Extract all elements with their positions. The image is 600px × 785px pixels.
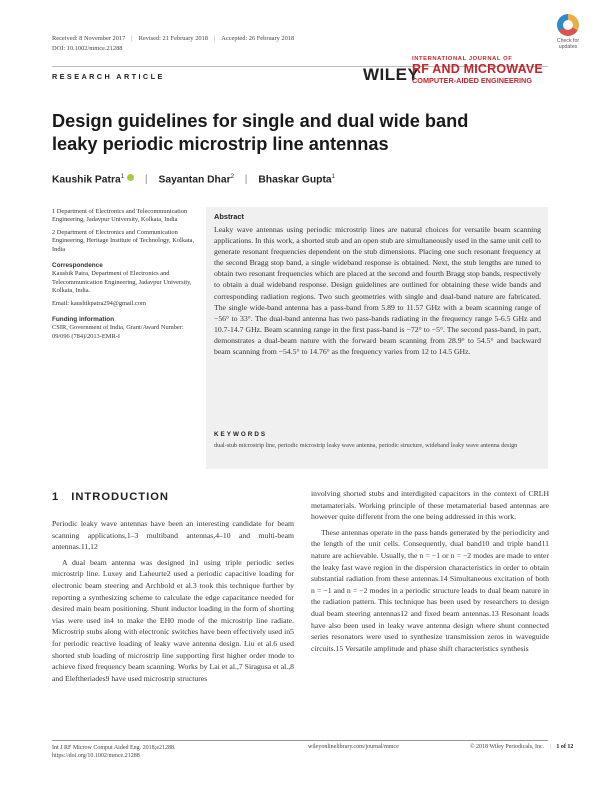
abstract-text: Leaky wave antennas using periodic microstrip lines are natural choices for versatile beam scanning applications. In this work, a shorted stub and an open stub are simultaneously used in the same unit cell to generate resonant frequencies dependent on the stub dimensions. Placing one such resonant frequency at the second Bragg stop band, a single wideband response is obtained. Next, the stub lengths are tuned to obtain two resonant frequencies which are placed at the second and fourth Bragg stop bands, respectively to obtain a dual wideband response. Design guidelines are outlined for obtaining these wide bands and corresponding radiation regions. Two such geometries with single and dual-band nature are fabricated. The single wide-band antenna has a pass-band from 5.89 to 11.57 GHz with a beam scanning range of −56° to 33°. The dual-band antenna has two pass-bands radiating in the frequency range 5-6.5 GHz and 10.7-14.7 GHz. Beam scanning range in the first pass-band is −72° to −5°. The second pass-band, in part, demonstrates a dual-beam nature with the forward beam scanning from 28.9° to 54.5° and backward beam scanning from −54.5° to 14.76° as the frequency varies from 12 to 14.5 GHz.: [214, 225, 541, 357]
footer-citation: [52, 744, 176, 760]
check-updates-label: Check for updates: [556, 38, 580, 50]
paragraph: A dual beam antenna was designed in1 using triple periodic series microstrip line. Luxey and Laheurte2 used a periodic capacitive loading for electronic beam steering and Archbold et al.3 took this technique further by reporting a synthesizing scheme to calculate the edge capacitance needed for desired main beam positioning. Shunt inductor loading in the form of shorting vias were used in4 to make the EH0 mode of the microstrip line radiate. Microstrip stubs along with electronic switches have been effectively used in5 for periodic reactive loading of leaky wave antenna design. Liu et al.6 used shorted stub loading of microstrip line supporting first higher order mode to achieve fixed frequency beam scanning. Works by Lai et al.,7 Siragusa et al.,8 and Eleftheriades9 have used microstrip structures: [52, 557, 294, 683]
section-number: 1: [52, 491, 60, 503]
body-column-left: [52, 518, 294, 688]
doi[interactable]: DOI: 10.1002/mmce.21288: [52, 45, 123, 52]
footer-divider: [52, 740, 548, 741]
article-dates: Received: 8 November 2017 | Revised: 21 February 2018 | Accepted: 26 February 2018: [52, 35, 295, 42]
page-number: 1 of 12: [556, 744, 574, 750]
funding-heading: Funding information: [52, 316, 115, 324]
affiliation-marker: 1: [331, 174, 335, 180]
author-name[interactable]: Kaushik Patra: [52, 174, 121, 186]
funding-text: CSIR, Government of India, Grant/Award Number: 09/096 (784)/2013-EMR-I: [52, 324, 184, 340]
body-column-right: [311, 488, 549, 658]
keywords-text: dual-stub microstrip line, periodic microstrip leaky wave antenna, periodic structure, wideband leaky wave antenna design: [214, 442, 518, 449]
author-name[interactable]: Sayantan Dhar: [158, 174, 231, 186]
section-heading: [52, 491, 169, 503]
publisher-logo: WILEY: [363, 65, 420, 84]
article-type: RESEARCH ARTICLE: [52, 72, 165, 81]
received-date: Received: 8 November 2017: [52, 35, 126, 42]
author-list: Kaushik Patra$^1$ | Sayantan Dhar$^2$ | Bhaskar Gupta$^1$: [52, 174, 335, 186]
journal-name: RF AND MICROWAVE: [412, 62, 543, 76]
citation-text: Int J RF Microw Comput Aided Eng. 2018;e21288.: [52, 745, 176, 751]
correspondence-heading: Correspondence: [52, 262, 103, 270]
keywords-heading: KEYWORDS: [214, 431, 268, 438]
paragraph: involving shorted stubs and interdigited capacitors in the context of CRLH metamaterials. Working principle of these metamaterial based antennas are however quite different from the one being addressed in this work.: [311, 489, 549, 522]
paragraph: Periodic leaky wave antennas have been an interesting candidate for beam scanning applications,1–3 multiband antennas,4–10 and multi-beam antennas.11,12: [52, 519, 294, 552]
correspondence-email[interactable]: Email: kaushikpatra294@gmail.com: [52, 299, 146, 307]
author-name[interactable]: Bhaskar Gupta: [258, 174, 332, 186]
abstract-heading: Abstract: [214, 212, 244, 221]
author-info-sidebar: [52, 208, 200, 345]
accepted-date: Accepted: 26 February 2018: [221, 35, 295, 42]
revised-date: Revised: 21 February 2018: [138, 35, 208, 42]
correspondence-text: Kaushik Patra, Department of Electronics and Telecommunication Engineering, Jadavpur University, Kolkata, India.: [52, 270, 192, 295]
affiliation-marker: 1: [120, 174, 125, 180]
check-for-updates-badge[interactable]: [549, 14, 587, 50]
section-title: INTRODUCTION: [71, 491, 169, 503]
journal-site-link[interactable]: wileyonlinelibrary.com/journal/mmce: [308, 744, 399, 750]
orcid-icon[interactable]: [127, 174, 134, 181]
affiliation-marker: 2: [230, 174, 234, 180]
copyright: © 2018 Wiley Periodicals, Inc.: [470, 744, 545, 750]
check-updates-icon: [557, 14, 579, 36]
paragraph: These antennas operate in the pass bands generated by the periodicity and the length of the unit cells. Consequently, dual band10 and triple band11 nature are achievable. Usually, the n = −1 or n = −2 modes are made to enter the leaky fast wave region in the dispersion characteristics in order to obtain substantial radiation from these antennas.14 Simultaneous excitation of both n = −1 and n = −2 modes in a periodic structure leads to dual beam nature in the radiation pattern. This technique has been used by researchers to design dual beam steering antennas12 and fixed beam antennas.13 Resonant loads have also been used in leaky wave antenna design where shunt connected series resonators were used to synthesize transmission zeros in waveguide circuits.15 Versatile amplitude and phase shift characteristics synthesis: [311, 527, 549, 653]
journal-name-top: INTERNATIONAL JOURNAL OF: [412, 56, 513, 62]
affiliation: 1 Department of Electronics and Telecommunication Engineering, Jadavpur University, Kolkata, India: [52, 208, 188, 224]
doi-link[interactable]: https://doi.org/10.1002/mmce.21288: [52, 753, 140, 759]
footer-right: © 2018 Wiley Periodicals, Inc. | 1 of 12: [470, 744, 574, 750]
journal-name-sub: COMPUTER-AIDED ENGINEERING: [412, 76, 532, 85]
paper-title: Design guidelines for single and dual wide band leaky periodic microstrip line antennas: [52, 111, 469, 154]
affiliation: 2 Department of Electronics and Communication Engineering, Heritage Institute of Technology, Kolkata, India: [52, 228, 195, 253]
